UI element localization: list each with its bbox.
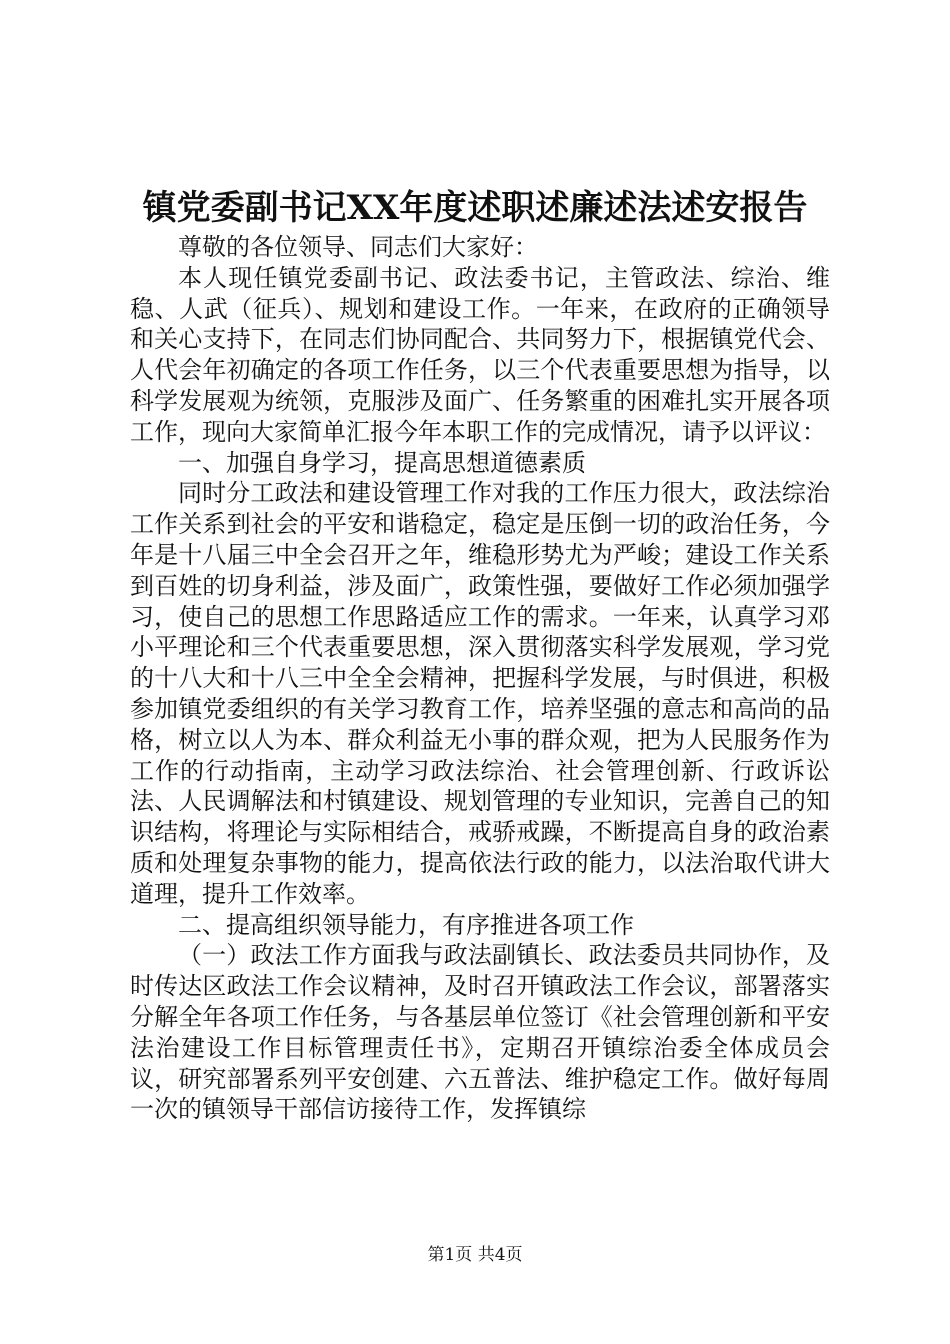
paragraph-section-2-1: （一）政法工作方面我与政法副镇长、政法委员共同协作，及时传达区政法工作会议精神，及时召开镇政法工作会议，部署落实分解全年各项工作任务，与各基层单位签订《社会管理创新和平安法治建设工作目标管理责任书》，定期召开镇综治委全体成员会议，研究部署系列平安创建、六五普法、维护稳定工作。做好每周一次的镇领导干部信访接待工作，发挥镇综	[130, 941, 830, 1124]
document-body	[130, 232, 830, 1125]
section-heading-1: 一、加强自身学习，提高思想道德素质	[178, 448, 586, 477]
paragraph-greeting: 尊敬的各位领导、同志们大家好：	[178, 233, 538, 261]
paragraph-intro: 本人现任镇党委副书记、政法委书记，主管政法、综治、维稳、人武（征兵）、规划和建设工作。一年来，在政府的正确领导和关心支持下，在同志们协同配合、共同努力下，根据镇党代会、人代会年初确定的各项工作任务，以三个代表重要思想为指导，以科学发展观为统领，克服涉及面广、任务繁重的困难扎实开展各项工作，现向大家简单汇报今年本职工作的完成情况，请予以评议：	[130, 263, 830, 446]
section-heading-2: 二、提高组织领导能力，有序推进各项工作	[178, 910, 634, 939]
paragraph-section-1: 同时分工政法和建设管理工作对我的工作压力很大，政法综治工作关系到社会的平安和谐稳定，稳定是压倒一切的政治任务，今年是十八届三中全会召开之年，维稳形势尤为严峻；建设工作关系到百姓的切身利益，涉及面广，政策性强，要做好工作必须加强学习，使自己的思想工作思路适应工作的需求。一年来，认真学习邓小平理论和三个代表重要思想，深入贯彻落实科学发展观，学习党的十八大和十八三中全全会精神，把握科学发展，与时俱进，积极参加镇党委组织的有关学习教育工作，培养坚强的意志和高尚的品格，树立以人为本、群众利益无小事的群众观，把为人民服务作为工作的行动指南，主动学习政法综治、社会管理创新、行政诉讼法、人民调解法和村镇建设、规划管理的专业知识，完善自己的知识结构，将理论与实际相结合，戒骄戒躁，不断提高自身的政治素质和处理复杂事物的能力，提高依法行政的能力，以法治取代讲大道理，提升工作效率。	[130, 479, 830, 908]
document-title: 镇党委副书记XX年度述职述廉述法述安报告	[142, 188, 808, 228]
page-number-footer: 第1页 共4页	[427, 1245, 523, 1265]
